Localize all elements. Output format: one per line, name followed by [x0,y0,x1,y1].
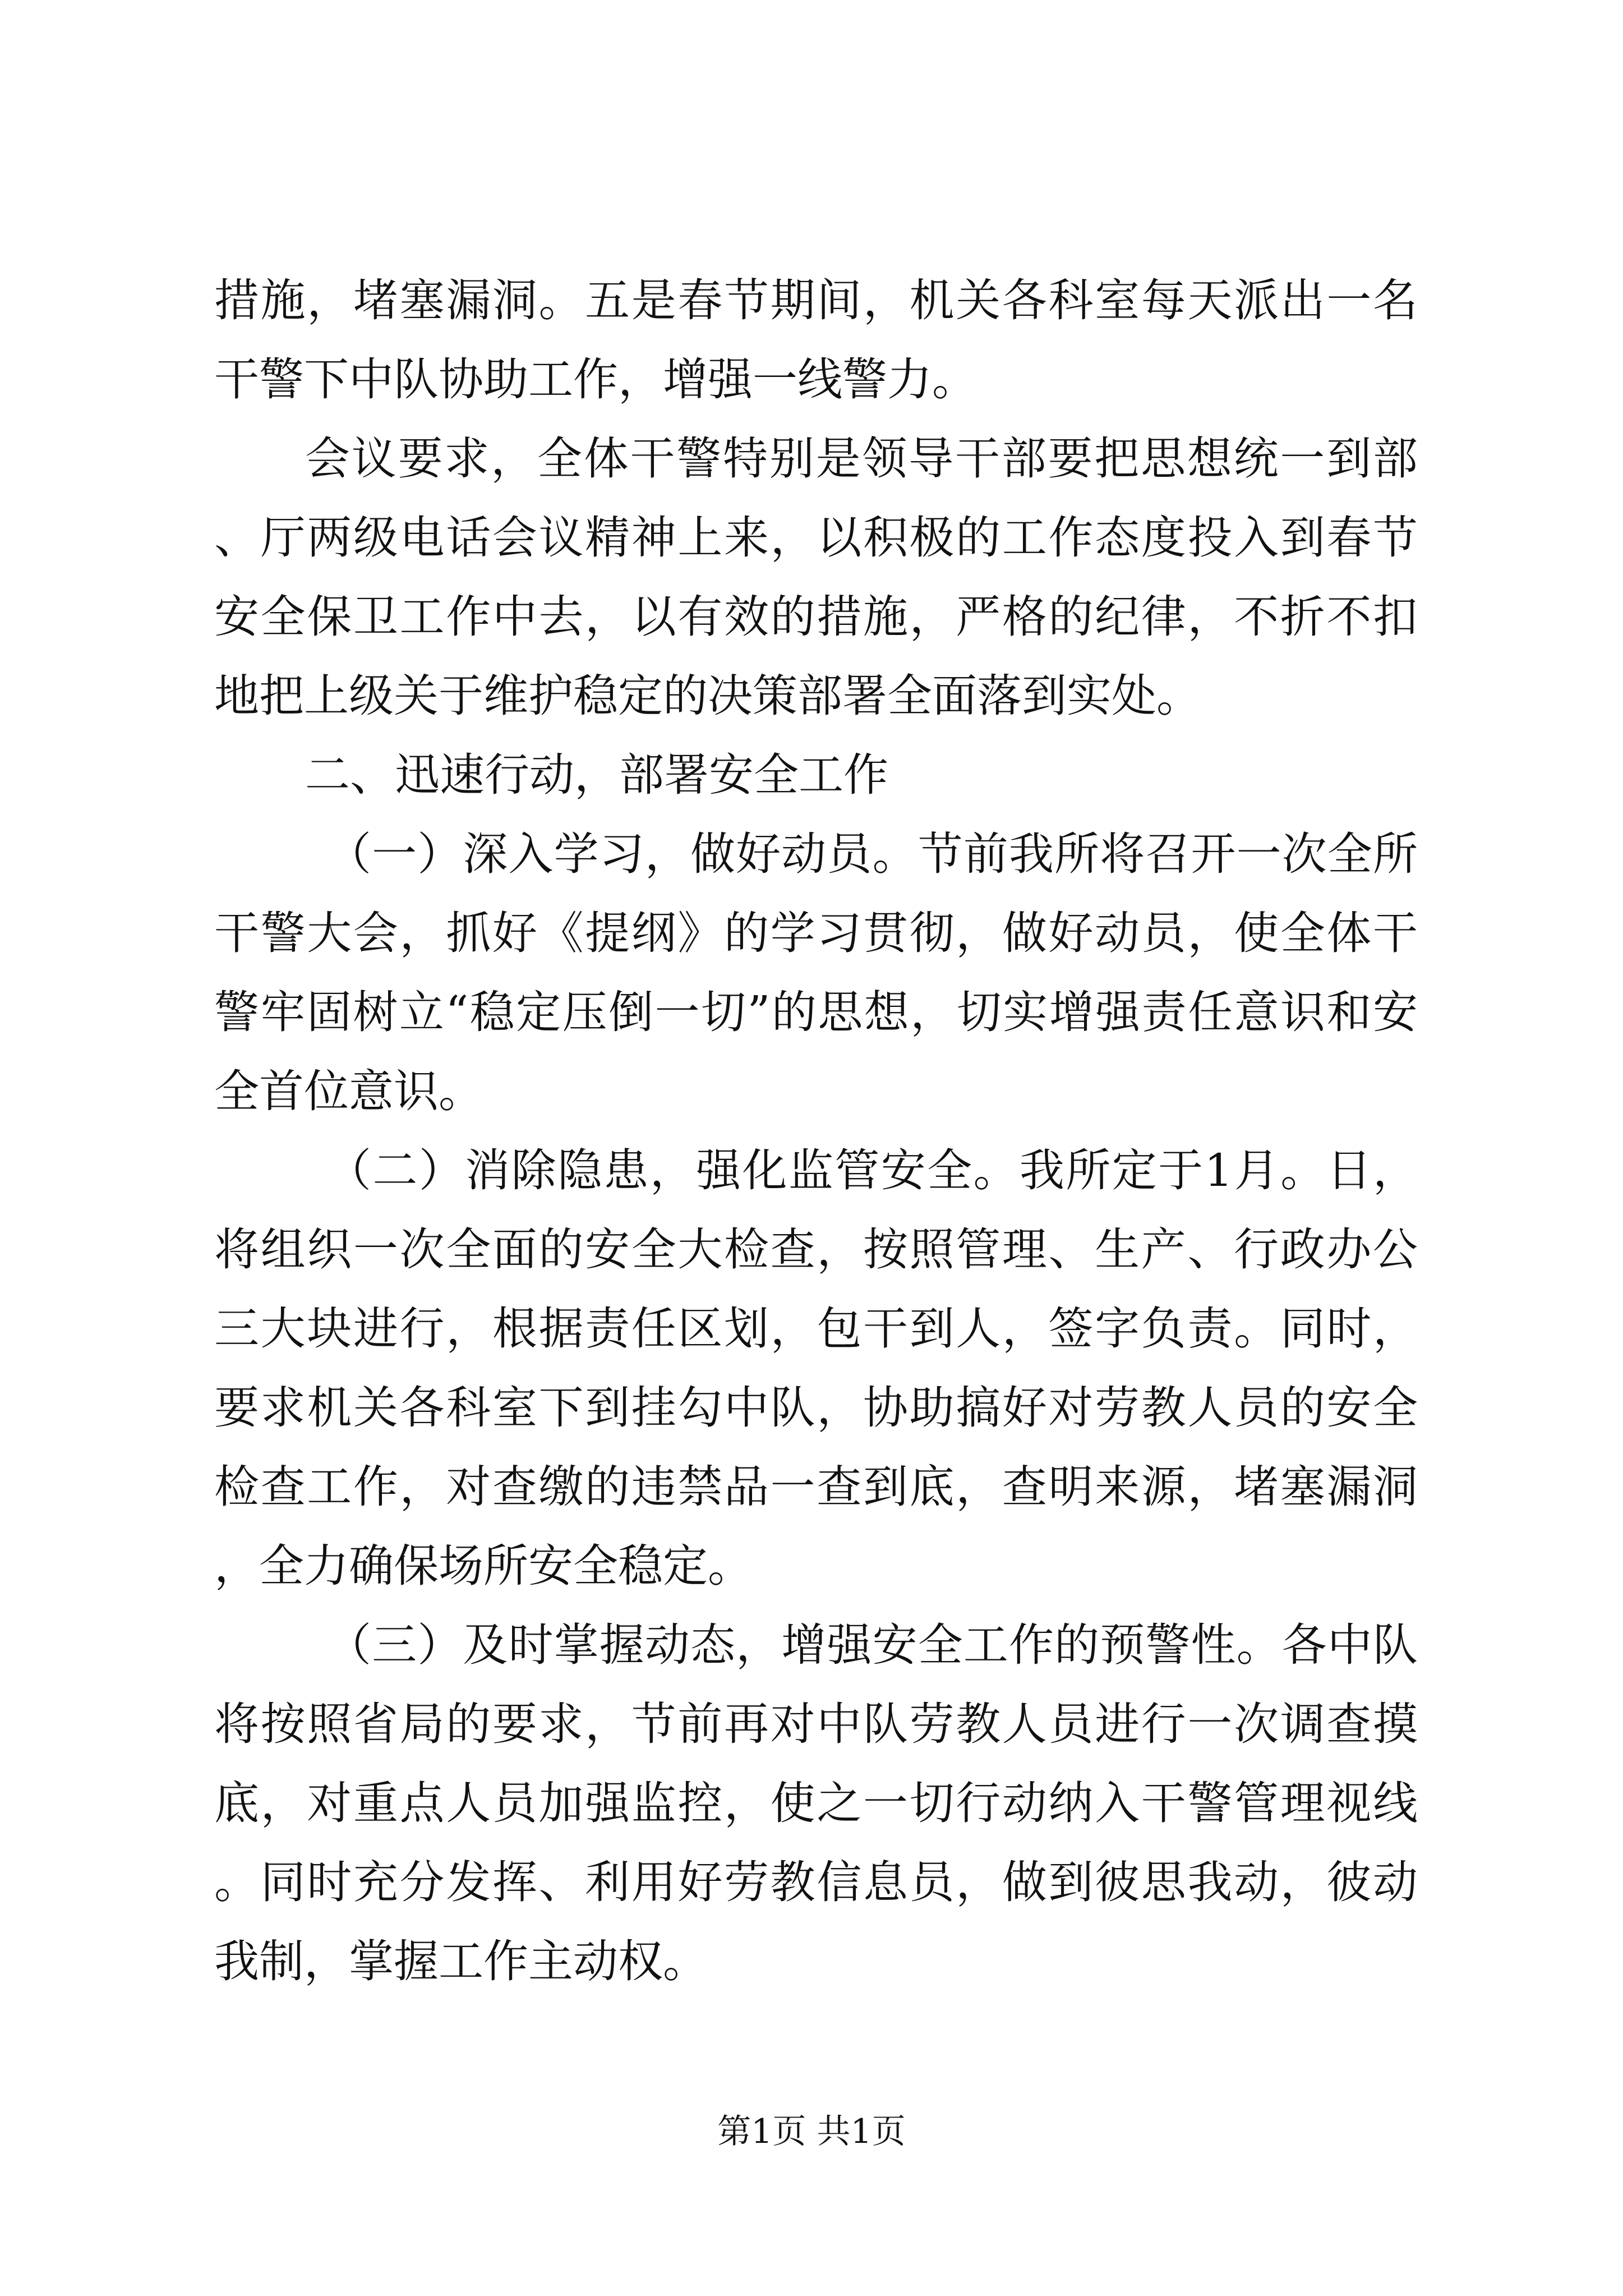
paragraph-item-2: （二）消除隐患，强化监管安全。我所定于1月。日，将组织一次全面的安全大检查，按照管理、生产、行政办公三大块进行，根据责任区划，包干到人，签字负责。同时，要求机关各科室下到挂勾中队，协助搞好对劳教人员的安全检查工作，对查缴的违禁品一查到底，查明来源，堵塞漏洞，全力确保场所安全稳定。 [214,1144,1418,1592]
paragraph-continuation: 措施，堵塞漏洞。五是春节期间，机关各科室每天派出一名干警下中队协助工作，增强一线警力。 [214,274,1418,406]
section-heading: 二、迅速行动，部署安全工作 [305,749,888,801]
paragraph-meeting-requirements: 会议要求，全体干警特别是领导干部要把思想统一到部、厅两级电话会议精神上来，以积极的工作态度投入到春节安全保卫工作中去，以有效的措施，严格的纪律，不折不扣地把上级关于维护稳定的决策部署全面落到实处。 [214,432,1418,722]
document-body [214,261,1418,2001]
page-footer: 第1页 共1页 [717,2112,906,2151]
paragraph-item-3: （三）及时掌握动态，增强安全工作的预警性。各中队将按照省局的要求，节前再对中队劳教人员进行一次调查摸底，对重点人员加强监控，使之一切行动纳入干警管理视线。同时充分发挥、利用好劳教信息员，做到彼思我动，彼动我制，掌握工作主动权。 [214,1619,1418,1987]
paragraph-item-1: （一）深入学习，做好动员。节前我所将召开一次全所干警大会，抓好《提纲》的学习贯彻，做好动员，使全体干警牢固树立“稳定压倒一切”的思想，切实增强责任意识和安全首位意识。 [214,828,1418,1117]
